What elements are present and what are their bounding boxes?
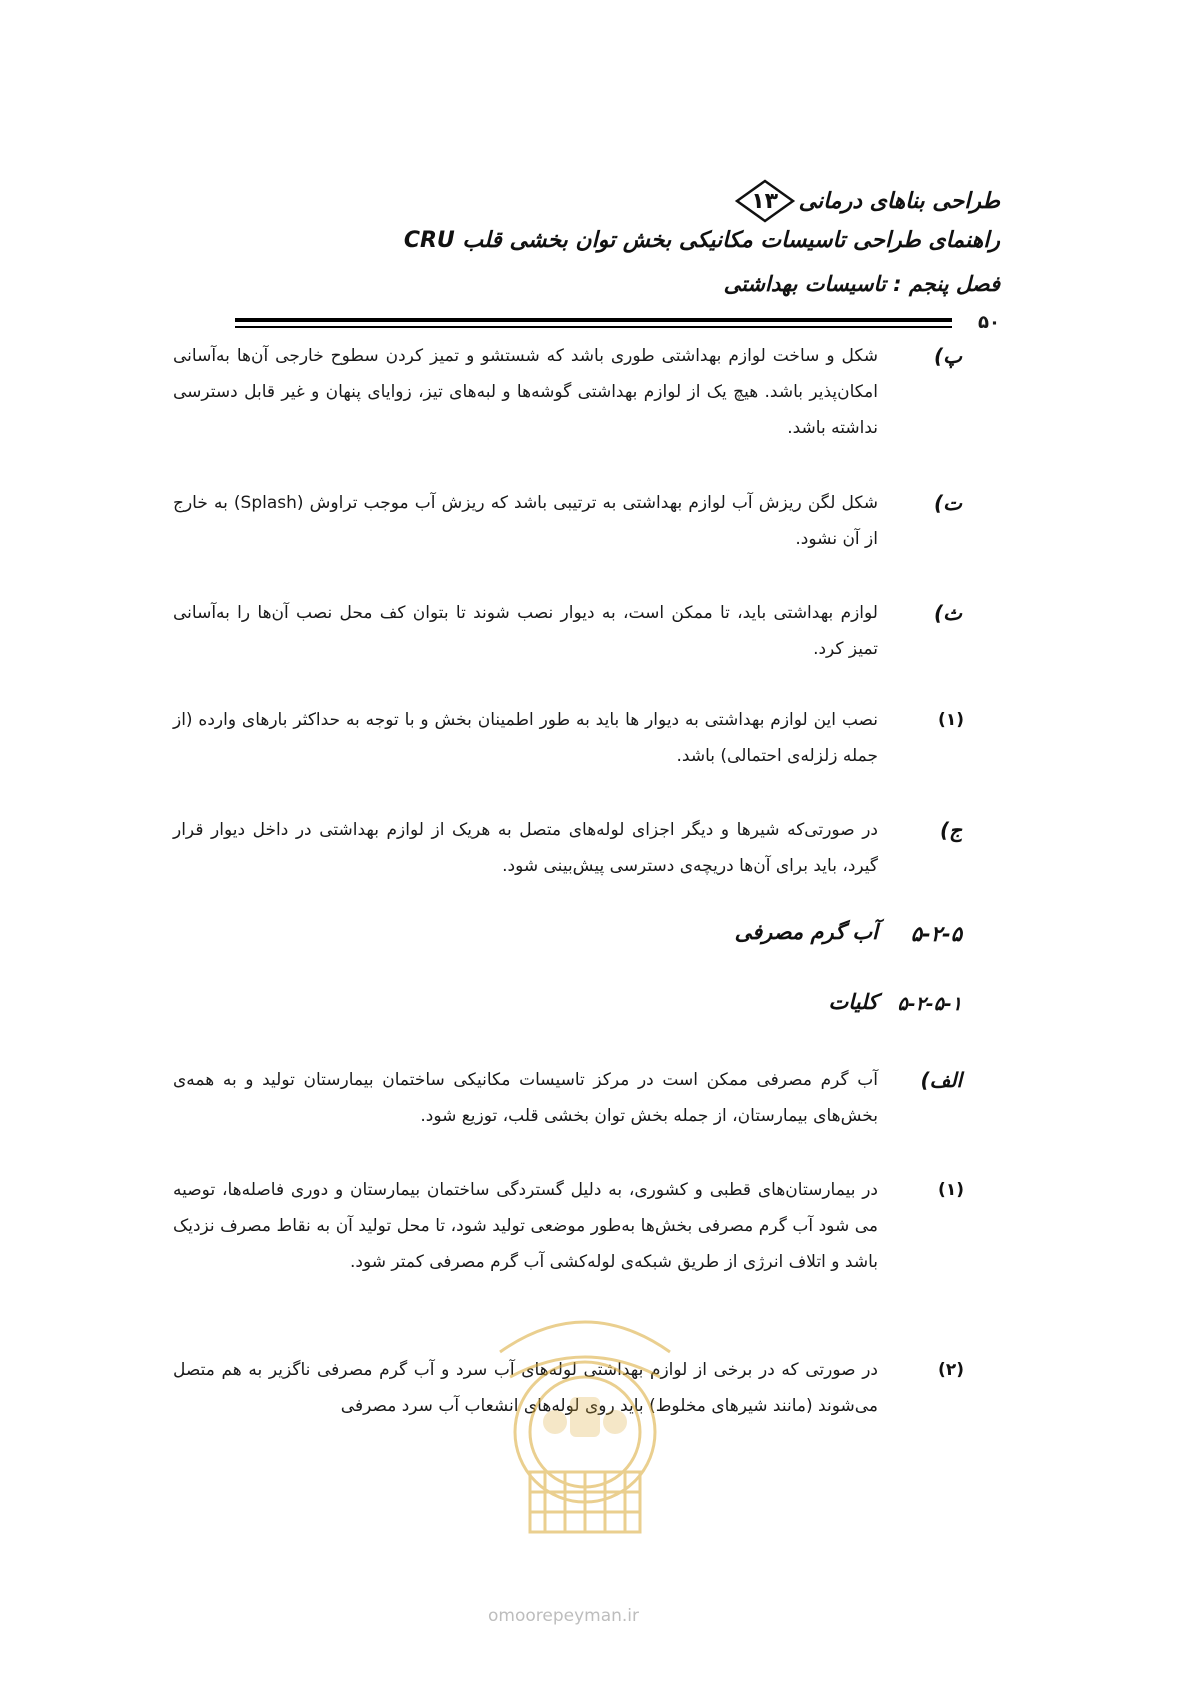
section-title: آب گرم مصرفی: [734, 920, 878, 944]
item-marker: ج): [939, 818, 962, 842]
item-marker: پ): [934, 344, 962, 368]
item-marker: ت): [934, 491, 962, 515]
watermark-url: omoorepeyman.ir: [488, 1606, 640, 1626]
section-number: ۵-۲-۵: [910, 922, 962, 946]
page-number: ۵۰: [978, 312, 1000, 333]
item-marker: (۱): [938, 710, 964, 730]
item-paragraph: در بیمارستان‌های قطبی و کشوری، به دلیل گستردگی ساختمان بیمارستان و دوری فاصله‌ها، توصیه می شود آب گرم مصرفی بخش‌ها به‌طور موضعی تولید شود، تا محل تولید آن به نقاط مصرف نزدیک باشد و اتلاف انرژی از طریق شبکه‌ی لوله‌کشی آب گرم مصرفی کمتر شود.: [173, 1180, 878, 1272]
item-paragraph: در صورتی که در برخی از لوازم بهداشتی لوله‌های آب سرد و آب گرم مصرفی ناگزیر به هم متصل می‌شوند (مانند شیرهای مخلوط) باید روی لوله‌های انشعاب آب سرد مصرفی: [173, 1360, 878, 1416]
book-title: [729, 178, 1000, 224]
subsection-number: ۵-۲-۵-۱: [897, 993, 962, 1015]
chapter-title: فصل پنجم : تاسیسات بهداشتی: [723, 272, 1000, 296]
subsection-title: کلیات: [828, 990, 878, 1014]
item-paragraph: شکل و ساخت لوازم بهداشتی طوری باشد که شستشو و تمیز کردن سطوح خارجی آن‌ها به‌آسانی امکان‌پذیر باشد. هیچ یک از لوازم بهداشتی گوشه‌ها و لبه‌های تیز، زوایای پنهان و غیر قابل دسترسی نداشته باشد.: [173, 346, 878, 438]
item-paragraph: شکل لگن ریزش آب لوازم بهداشتی به ترتیبی باشد که ریزش آب موجب تراوش (Splash) به خارج از آن نشود.: [173, 493, 878, 549]
chapter-badge-number: ۱۳: [751, 188, 779, 214]
item-paragraph: آب گرم مصرفی ممکن است در مرکز تاسیسات مکانیکی ساختمان بیمارستان تولید و به همه‌ی بخش‌های بیمارستان، از جمله بخش توان بخشی قلب، توزیع شود.: [173, 1070, 878, 1126]
item-marker: (۲): [938, 1360, 964, 1380]
book-title-text: طراحی بناهای درمانی: [798, 188, 1000, 214]
guide-title: راهنمای طراحی تاسیسات مکانیکی بخش توان بخشی قلب CRU: [403, 228, 1000, 253]
item-paragraph: در صورتی‌که شیرها و دیگر اجزای لوله‌های متصل به هریک از لوازم بهداشتی در داخل دیوار قرار گیرد، باید برای آن‌ها دریچه‌ی دسترسی پیش‌بینی شود.: [173, 820, 878, 876]
item-paragraph: لوازم بهداشتی باید، تا ممکن است، به دیوار نصب شوند تا بتوان کف محل نصب آن‌ها را به‌آسانی تمیز کرد.: [173, 603, 878, 659]
item-marker: ث): [934, 601, 962, 625]
item-marker: (۱): [938, 1180, 964, 1200]
watermark-logo-icon: [470, 1282, 700, 1552]
header-rule-thick: [235, 318, 952, 322]
header-rule-thin: [235, 326, 952, 328]
chapter-badge: [733, 178, 797, 224]
item-paragraph: نصب این لوازم بهداشتی به دیوار ها باید به طور اطمینان بخش و با توجه به حداکثر بارهای وارده (از جمله زلزله‌ی احتمالی) باشد.: [173, 710, 878, 766]
item-marker: الف): [920, 1068, 962, 1092]
